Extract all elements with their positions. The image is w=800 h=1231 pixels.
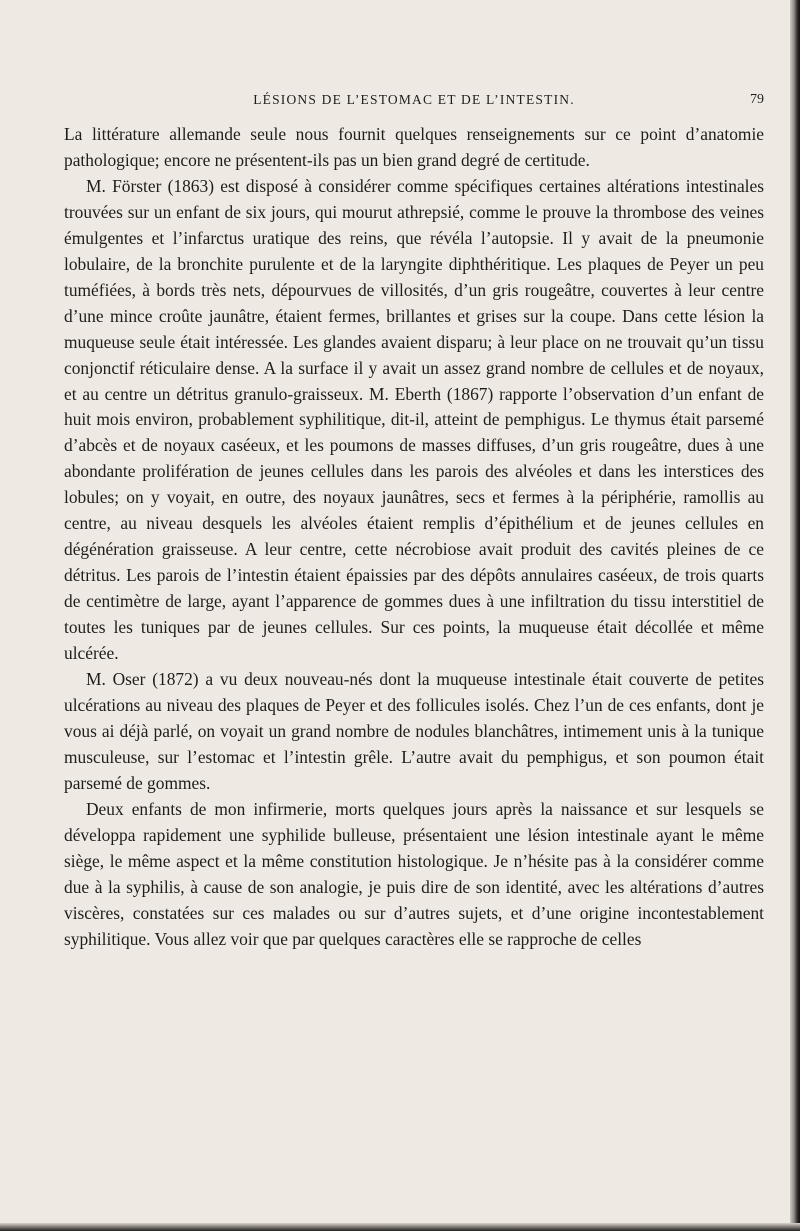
page-edge-shadow (790, 0, 800, 1231)
running-title: LÉSIONS DE L’ESTOMAC ET DE L’INTESTIN. (253, 92, 575, 107)
body-text (64, 122, 764, 953)
paragraph-3: M. Oser (1872) a vu deux nouveau-nés dont la muqueuse intestinale était couverte de petites ulcérations au niveau des plaques de Peyer et des follicules isolés. Chez l’un de ces enfants, dont je vous ai déjà parlé, on voyait un grand nombre de nodules blanchâtres, intimement unis à la tunique musculeuse, sur l’estomac et l’intestin grêle. L’autre avait du pemphigus, et son poumon était parsemé de gommes. (64, 669, 764, 793)
page-number: 79 (750, 92, 764, 107)
paragraph-4: Deux enfants de mon infirmerie, morts quelques jours après la naissance et sur lesquels se développa rapidement une syphilide bulleuse, présentaient une lésion intestinale ayant le même siège, le même aspect et la même constitution histologique. Je n’hésite pas à la considérer comme due à la syphilis, à cause de son analogie, je puis dire de son identité, avec les altérations d’autres viscères, constatées sur ces malades ou sur d’autres sujets, et d’une origine incontestablement syphilitique. Vous allez voir que par quelques caractères elle se rapproche de celles (64, 798, 764, 949)
paragraph-2: M. Förster (1863) est disposé à considérer comme spécifiques certaines altérations intestinales trouvées sur un enfant de six jours, qui mourut athrepsié, comme le prouve la thrombose des veines émulgentes et l’infarctus uratique des reins, que révéla l’autopsie. Il y avait de la pneumonie lobulaire, de la bronchite purulente et de la laryngite diphthéritique. Les plaques de Peyer un peu tuméfiées, à bords très nets, dépourvues de villosités, d’un gris rougeâtre, couvertes à leur centre d’une mince croûte jaunâtre, étaient fermes, brillantes et grises sur la coupe. Dans cette lésion la muqueuse seule était intéressée. Les glandes avaient disparu; à leur place on ne trouvait qu’un tissu conjonctif réticulaire dense. A la surface il y avait un assez grand nombre de cellules et de noyaux, et au centre un détritus granulo-graisseux. M. Eberth (1867) rapporte l’observation d’un enfant de huit mois environ, probablement syphilitique, dit-il, atteint de pemphigus. Le thymus était parsemé d’abcès et de noyaux caséeux, et les poumons de masses diffuses, d’un gris rougeâtre, dues à une abondante prolifération de jeunes cellules dans les parois des alvéoles et dans les interstices des lobules; on y voyait, en outre, des noyaux jaunâtres, secs et fermes à la périphérie, ramollis au centre, au niveau desquels les alvéoles étaient remplis d’épithélium et de jeunes cellules en dégénération graisseuse. A leur centre, cette nécrobiose avait produit des cavités pleines de ce détritus. Les parois de l’intestin étaient épaissies par des dépôts annulaires caséeux, de trois quarts de centimètre de large, ayant l’apparence de gommes dues à une infiltration du tissu interstitiel de toutes les tuniques par de jeunes cellules. Sur ces points, la muqueuse était décollée et même ulcérée. (64, 175, 764, 664)
running-header (64, 92, 764, 114)
paragraph-1: La littérature allemande seule nous fournit quelques renseignements sur ce point d’anatomie pathologique; encore ne présentent-ils pas un bien grand degré de certitude. (64, 124, 764, 170)
page-bottom-shadow (0, 1223, 800, 1231)
